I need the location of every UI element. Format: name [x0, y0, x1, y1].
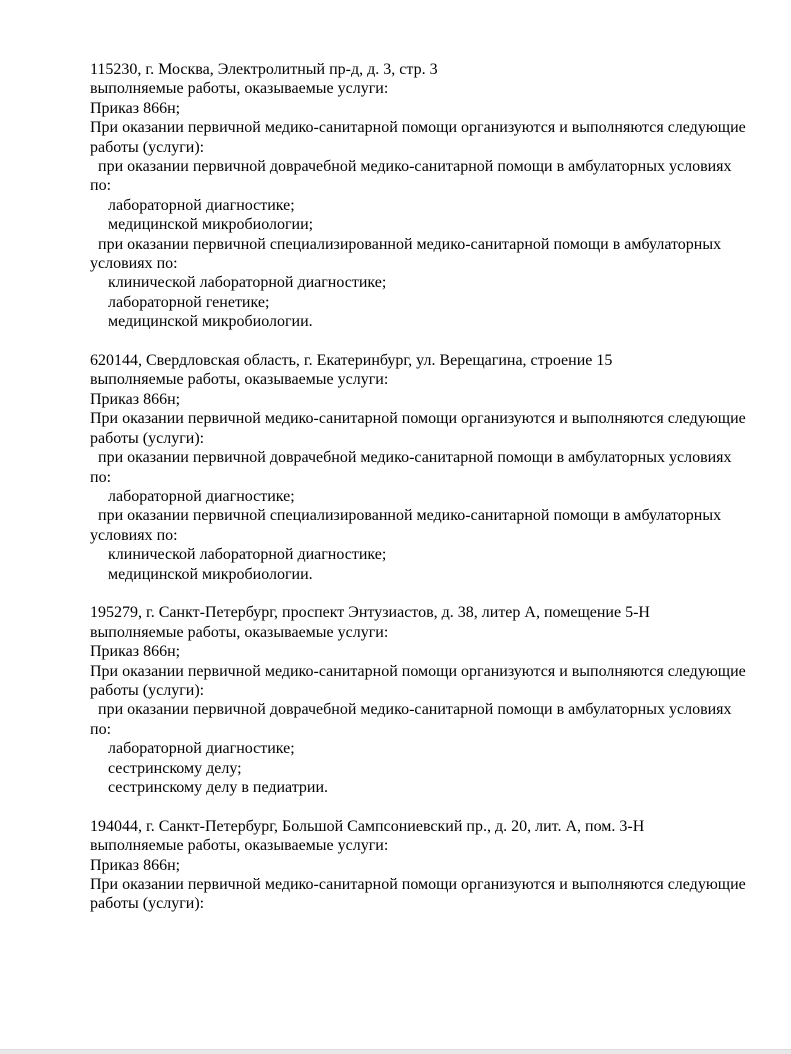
- text-line: лабораторной диагностике;: [108, 196, 295, 214]
- text-line: Приказ 866н;: [90, 390, 181, 408]
- text-line: при оказании первичной доврачебной медико-санитарной помощи в амбулаторных условиях: [98, 701, 732, 719]
- license-address-block: [90, 817, 750, 914]
- text-line: лабораторной генетике;: [108, 293, 270, 311]
- text-line: выполняемые работы, оказываемые услуги:: [90, 837, 389, 855]
- text-line: сестринскому делу в педиатрии.: [108, 779, 329, 796]
- text-line: выполняемые работы, оказываемые услуги:: [90, 371, 389, 389]
- text-line: работы (услуги):: [90, 138, 205, 156]
- text-line: медицинской микробиологии.: [108, 313, 313, 331]
- text-line: выполняемые работы, оказываемые услуги:: [90, 80, 389, 98]
- text-line: Приказ 866н;: [90, 99, 181, 117]
- address-line: 115230, г. Москва, Электролитный пр-д, д. 3, стр. 3: [90, 61, 438, 78]
- text-line: при оказании первичной доврачебной медико-санитарной помощи в амбулаторных условиях: [98, 449, 732, 467]
- text-line: при оказании первичной специализированной медико-санитарной помощи в амбулаторных: [98, 507, 722, 525]
- text-line: При оказании первичной медико-санитарной помощи организуются и выполняются следующие: [90, 410, 746, 428]
- license-address-block: [90, 60, 750, 332]
- text-line: условиях по:: [90, 255, 178, 273]
- text-line: лабораторной диагностике;: [108, 487, 295, 505]
- text-line: Приказ 866н;: [90, 856, 181, 874]
- text-line: работы (услуги):: [90, 681, 205, 699]
- text-line: сестринскому делу;: [108, 759, 242, 777]
- text-line: условиях по:: [90, 526, 178, 544]
- license-address-block: [90, 603, 750, 797]
- text-line: клинической лабораторной диагностике;: [108, 274, 387, 292]
- text-line: лабораторной диагностике;: [108, 740, 295, 758]
- text-line: по:: [90, 720, 112, 738]
- document-body: [90, 60, 750, 933]
- address-line: 620144, Свердловская область, г. Екатеринбург, ул. Верещагина, строение 15: [90, 352, 613, 370]
- license-address-block: [90, 351, 750, 584]
- text-line: по:: [90, 468, 112, 486]
- text-line: медицинской микробиологии;: [108, 216, 314, 234]
- address-line: 195279, г. Санкт-Петербург, проспект Энтузиастов, д. 38, литер А, помещение 5-Н: [90, 604, 650, 622]
- text-line: при оказании первичной специализированной медико-санитарной помощи в амбулаторных: [98, 235, 722, 253]
- text-line: Приказ 866н;: [90, 643, 181, 661]
- text-line: выполняемые работы, оказываемые услуги:: [90, 623, 389, 641]
- text-line: медицинской микробиологии.: [108, 565, 313, 583]
- text-line: клинической лабораторной диагностике;: [108, 546, 387, 564]
- text-line: при оказании первичной доврачебной медико-санитарной помощи в амбулаторных условиях: [98, 158, 732, 176]
- text-line: При оказании первичной медико-санитарной помощи организуются и выполняются следующие: [90, 662, 746, 680]
- horizontal-scrollbar[interactable]: [0, 1049, 791, 1054]
- text-line: по:: [90, 177, 112, 195]
- text-line: работы (услуги):: [90, 895, 205, 913]
- text-line: При оказании первичной медико-санитарной помощи организуются и выполняются следующие: [90, 119, 746, 137]
- text-line: работы (услуги):: [90, 429, 205, 447]
- address-line: 194044, г. Санкт-Петербург, Большой Сампсониевский пр., д. 20, лит. А, пом. 3-Н: [90, 817, 645, 835]
- text-line: При оказании первичной медико-санитарной помощи организуются и выполняются следующие: [90, 876, 746, 894]
